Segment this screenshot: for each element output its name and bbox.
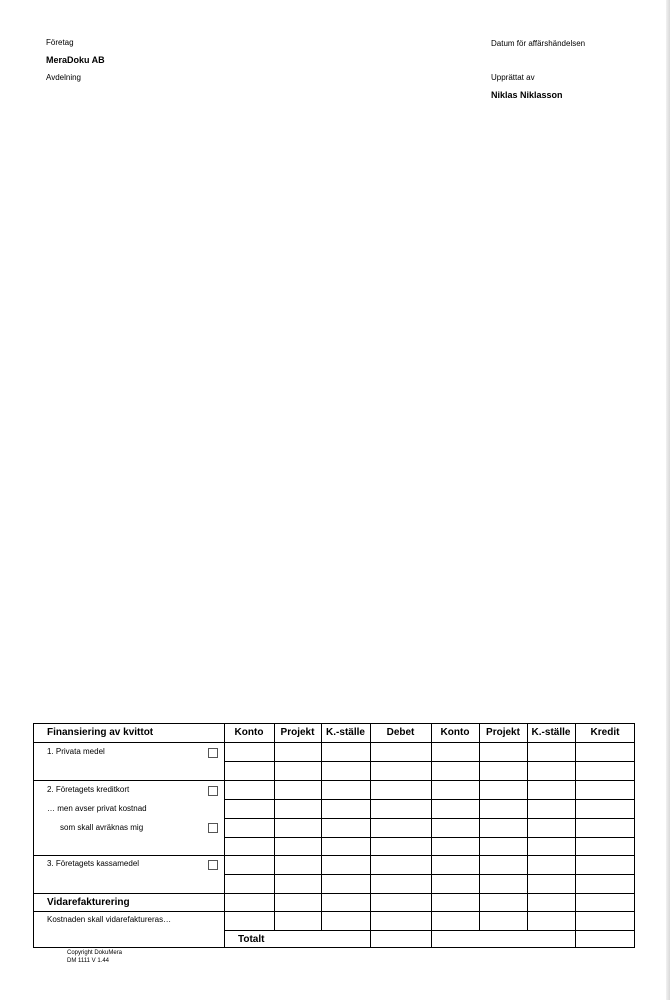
col-header-projekt-kredit: Projekt [486,727,520,738]
header-row-line [33,742,635,743]
company-label: Företag [46,38,74,47]
col-line [321,723,322,931]
col-header-konto-kredit: Konto [440,727,470,738]
option-private-funds-label: 1. Privata medel [47,747,105,756]
col-line [527,723,528,931]
reinvoice-text: Kostnaden skall vidarefaktureras… [47,915,172,924]
row-line [224,799,635,800]
total-row-line [224,930,635,931]
divider-debit-credit [431,723,432,948]
financing-title: Finansiering av kvittot [47,727,154,738]
col-header-kstalle-debet: K.-ställe [326,727,365,738]
reinvoice-title: Vidarefakturering [47,897,130,908]
col-header-kredit: Kredit [590,727,620,738]
option-private-funds-checkbox[interactable] [208,748,218,758]
reinvoice-row-line [33,893,635,894]
prepared-by-label: Upprättat av [491,73,535,82]
row-line [224,837,635,838]
version-text: DM 1111 V 1.44 [67,958,110,964]
col-line [575,723,576,948]
option-private-cost-label-1: … men avser privat kostnad [47,804,147,813]
date-label: Datum för affärshändelsen [491,39,586,48]
col-header-konto-debet: Konto [234,727,264,738]
option-private-cost-label-2: som skall avräknas mig [60,823,144,832]
col-header-kstalle-kredit: K.-ställe [531,727,571,738]
option-credit-card-label: 2. Företagets kreditkort [47,785,130,794]
col-header-debet: Debet [386,727,415,738]
option-cash-label: 3. Företagets kassamedel [47,859,140,868]
option-private-cost-checkbox[interactable] [208,823,218,833]
row-line [33,855,635,856]
total-label: Totalt [238,934,265,945]
col-line [479,723,480,931]
divider-financing [224,723,225,948]
option-cash-checkbox[interactable] [208,860,218,870]
prepared-by-value[interactable]: Niklas Niklasson [491,90,563,100]
company-value[interactable]: MeraDoku AB [46,55,105,65]
col-header-projekt-debet: Projekt [280,727,315,738]
page-edge-shadow [666,0,670,1000]
row-line [33,780,635,781]
row-line [224,874,635,875]
department-label: Avdelning [46,73,81,82]
option-credit-card-checkbox[interactable] [208,786,218,796]
row-line [33,911,635,912]
copyright-text: Copyright DokuMera [67,950,123,956]
col-line [370,723,371,948]
row-line [224,761,635,762]
col-line [274,723,275,931]
row-line [224,818,635,819]
